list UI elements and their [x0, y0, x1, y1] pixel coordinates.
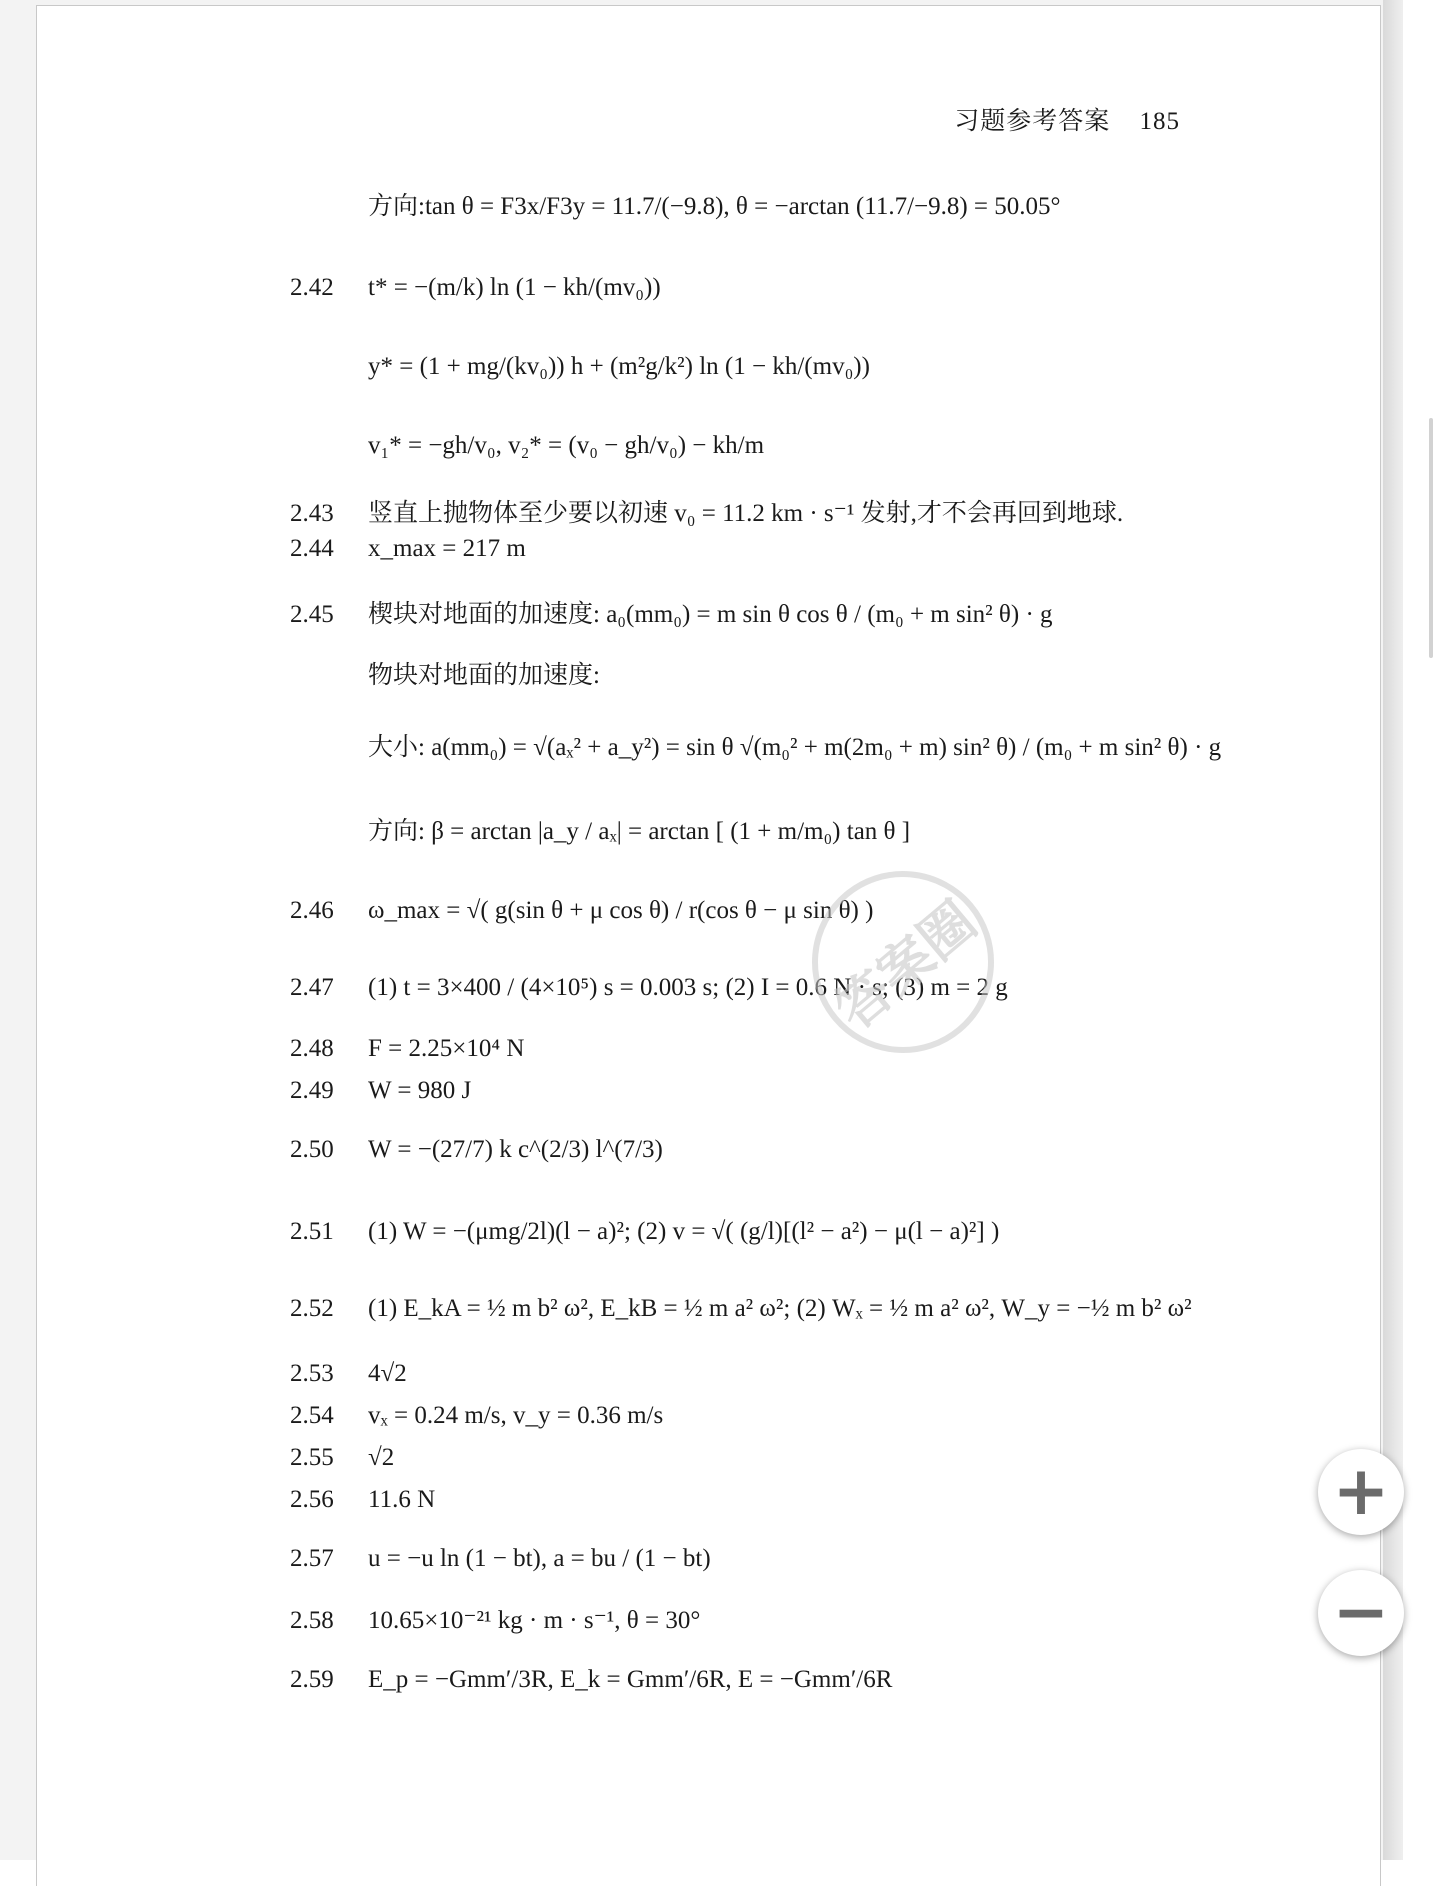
answer-number: 2.42 — [290, 274, 334, 301]
answer-number: 2.56 — [290, 1486, 334, 1513]
answer-row — [290, 594, 1053, 630]
answer-number: 2.52 — [290, 1295, 334, 1322]
answer-row — [290, 1402, 663, 1430]
answer-row — [290, 1545, 711, 1573]
zoom-in-button[interactable] — [1318, 1449, 1404, 1535]
watermark-stamp: 答案圈 — [775, 834, 1031, 1090]
answer-row — [290, 1035, 524, 1063]
answer-line: t* = −(m/k) ln (1 − kh/(mv₀)) — [368, 274, 661, 301]
answer-number: 2.55 — [290, 1444, 334, 1471]
viewer-margin — [1403, 0, 1440, 1860]
answer-line: 楔块对地面的加速度: a₀(mm₀) = m sin θ cos θ / (m₀ + m sin² θ) · g — [368, 601, 1053, 628]
answer-row — [290, 1360, 407, 1388]
answer-line: 方向:tan θ = F3x/F3y = 11.7/(−9.8), θ = −arctan (11.7/−9.8) = 50.05° — [368, 193, 1061, 220]
answer-line: (1) E_kA = ½ m b² ω², E_kB = ½ m a² ω²; (2) Wₓ = ½ m a² ω², W_y = −½ m b² ω² — [368, 1295, 1192, 1322]
answer-number: 2.43 — [290, 500, 334, 527]
answer-number: 2.47 — [290, 974, 334, 1001]
answer-row — [290, 274, 661, 302]
scrollbar-thumb[interactable] — [1429, 418, 1433, 658]
answer-number: 2.50 — [290, 1136, 334, 1163]
answer-number: 2.49 — [290, 1077, 334, 1104]
answer-row — [290, 1295, 1192, 1323]
answer-line: 竖直上抛物体至少要以初速 v₀ = 11.2 km · s⁻¹ 发射,才不会再回到地球. — [368, 500, 1124, 527]
answer-number: 2.44 — [290, 535, 334, 562]
answer-line: y* = (1 + mg/(kv₀)) h + (m²g/k²) ln (1 − kh/(mv₀)) — [368, 353, 870, 380]
answer-row — [290, 1444, 394, 1472]
answer-row — [290, 897, 873, 925]
page-number: 185 — [1139, 108, 1180, 135]
answer-row — [290, 1136, 663, 1164]
answer-number: 2.53 — [290, 1360, 334, 1387]
answer-number: 2.54 — [290, 1402, 334, 1429]
answer-line: ω_max = √( g(sin θ + μ cos θ) / r(cos θ − μ sin θ) ) — [368, 897, 874, 924]
minus-icon: − — [1332, 1573, 1390, 1652]
answer-line: 10.65×10⁻²¹ kg · m · s⁻¹, θ = 30° — [368, 1607, 701, 1634]
answer-number: 2.51 — [290, 1218, 334, 1245]
answer-number: 2.58 — [290, 1607, 334, 1634]
answer-line: 11.6 N — [368, 1486, 436, 1513]
plus-icon: + — [1332, 1452, 1390, 1531]
answer-line: W = 980 J — [368, 1077, 472, 1104]
document-page — [37, 6, 1380, 1886]
page-header — [954, 101, 1180, 137]
answer-row — [290, 1666, 892, 1694]
answer-row — [290, 1218, 999, 1246]
answer-row — [290, 535, 526, 563]
answer-line: 物块对地面的加速度: — [368, 662, 600, 689]
answer-line: u = −u ln (1 − bt), a = bu / (1 − bt) — [368, 1545, 711, 1572]
answer-line: W = −(27/7) k c^(2/3) l^(7/3) — [368, 1136, 663, 1163]
answer-line: F = 2.25×10⁴ N — [368, 1035, 525, 1062]
answer-row — [290, 1077, 471, 1105]
answer-line: vₓ = 0.24 m/s, v_y = 0.36 m/s — [368, 1402, 664, 1429]
answer-number: 2.48 — [290, 1035, 334, 1062]
zoom-out-button[interactable] — [1318, 1570, 1404, 1656]
answer-number: 2.57 — [290, 1545, 334, 1572]
answer-line: 方向: β = arctan |a_y / aₓ| = arctan [ (1 + m/m₀) tan θ ] — [368, 818, 911, 845]
answer-row — [290, 1605, 700, 1635]
answer-line: 4√2 — [368, 1360, 407, 1387]
answer-number: 2.59 — [290, 1666, 334, 1693]
answer-line: v₁* = −gh/v₀, v₂* = (v₀ − gh/v₀) − kh/m — [368, 432, 765, 459]
answer-line: E_p = −Gmm′/3R, E_k = Gmm′/6R, E = −Gmm′/6R — [368, 1666, 893, 1693]
answer-row — [290, 493, 1123, 529]
answer-line: (1) t = 3×400 / (4×10⁵) s = 0.003 s; (2) I = 0.6 N · s; (3) m = 2 g — [368, 974, 1008, 1001]
answer-line: 大小: a(mm₀) = √(aₓ² + a_y²) = sin θ √(m₀² + m(2m₀ + m) sin² θ) / (m₀ + m sin² θ) · g — [368, 734, 1222, 761]
answer-line: (1) W = −(μmg/2l)(l − a)²; (2) v = √( (g/l)[(l² − a²) − μ(l − a)²] ) — [368, 1218, 1000, 1245]
answer-row — [290, 1486, 435, 1514]
answer-number: 2.46 — [290, 897, 334, 924]
header-title: 习题参考答案 — [954, 108, 1111, 135]
answer-line: x_max = 217 m — [368, 535, 526, 562]
answer-number: 2.45 — [290, 601, 334, 628]
answer-line: √2 — [368, 1444, 395, 1471]
